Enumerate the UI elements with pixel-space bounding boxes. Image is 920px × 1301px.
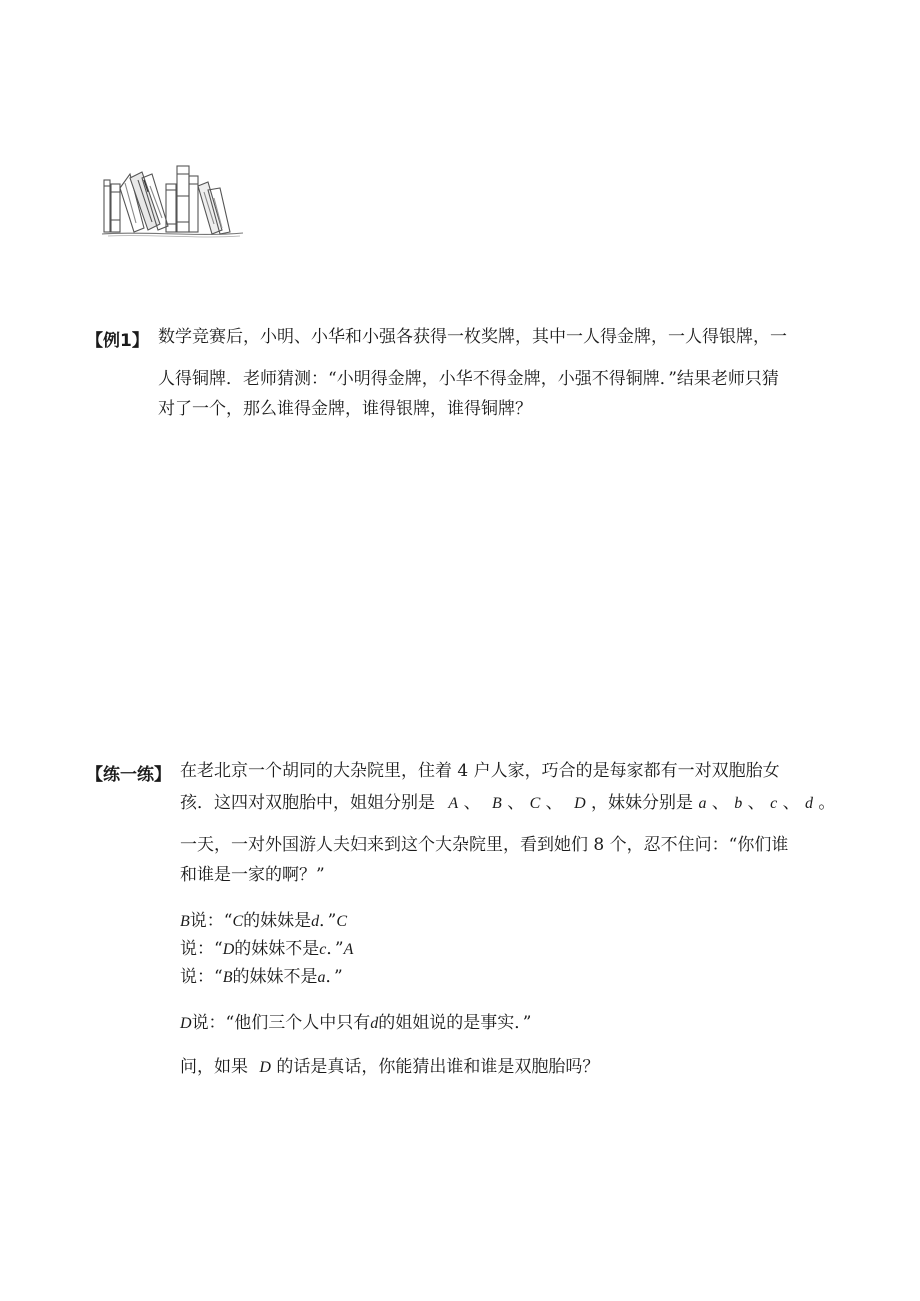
example-label: 【例1】 [86, 331, 149, 351]
practice-text-line-4: 和谁是一家的啊？” [180, 865, 325, 885]
c-statement: 说：“D的妹妹不是c．”A [180, 939, 354, 959]
practice-text-line-2: 孩．这四对双胞胎中，姐姐分别是 A 、 B 、 C 、 D ，妹妹分别是 a 、 b 、 c 、 d 。 [180, 793, 836, 813]
a-statement: 说：“B的妹妹不是a．” [180, 967, 343, 987]
practice-text-line-3: 一天，一对外国游人夫妇来到这个大杂院里，看到她们 8 个，忍不住问：“你们谁 [180, 835, 789, 855]
example-text-line-2: 人得铜牌．老师猜测：“小明得金牌，小华不得金牌，小强不得铜牌．”结果老师只猜 [158, 369, 779, 389]
question-line: 问，如果 D 的话是真话，你能猜出谁和谁是双胞胎吗？ [180, 1057, 600, 1077]
books-icon [100, 158, 245, 244]
d-statement: D说：“他们三个人中只有d的姐姐说的是事实．” [180, 1013, 532, 1033]
b-statement: B说：“C的妹妹是d．”C [180, 911, 348, 931]
practice-label: 【练一练】 [86, 765, 171, 785]
example-text-line-3: 对了一个，那么谁得金牌，谁得银牌，谁得铜牌？ [158, 399, 532, 419]
practice-text-line-1: 在老北京一个胡同的大杂院里，住着 4 户人家，巧合的是每家都有一对双胞胎女 [180, 761, 780, 781]
example-text-line-1: 数学竞赛后，小明、小华和小强各获得一枚奖牌，其中一人得金牌，一人得银牌，一 [158, 327, 787, 347]
